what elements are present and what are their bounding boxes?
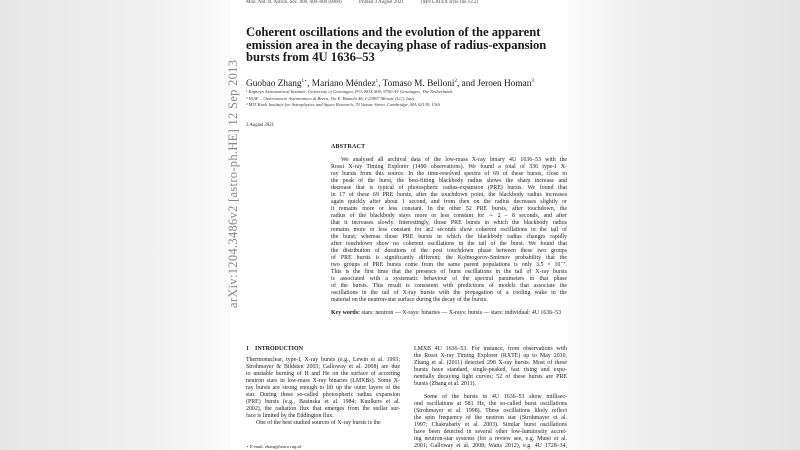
journal-info: Mon. Not. R. Astron. Soc. 000, 000–000 (0000) (246, 0, 342, 5)
section-heading (246, 346, 309, 352)
title-line: Coherent oscillations and the evolution of the apparent (246, 25, 541, 39)
text-line: remains more or less constant for ≳2 seconds show coherent oscillations in the tail of (331, 227, 567, 233)
date: 3 August 2021 (246, 123, 274, 128)
text-line: Zhang et al. (2011) detected 298 X-ray bursts. Most of these (414, 360, 567, 366)
abstract-heading: ABSTRACT (331, 144, 366, 150)
author: , Mariano Méndez (307, 79, 376, 90)
affiliation: ¹ Kapteyn Astronomical Institute, University of Groningen, P.O. BOX 800, 9700 AV Groningen, The Netherlands (246, 89, 453, 94)
paper-title (246, 26, 546, 64)
text-line: after touchdown show no coherent oscillations in the tail of the burst. We found that (331, 241, 567, 247)
text-line: This is the first time that the presence of burst oscillations in the tail of X-ray bursts (331, 269, 567, 275)
abstract-body (331, 157, 567, 304)
author: , and Jeroen Homan (456, 79, 532, 90)
section-number: 1 (246, 346, 249, 352)
author: Guobao Zhang (246, 79, 302, 90)
text-line: Some of the bursts in 4U 1636–53 show millisec- (424, 394, 567, 400)
keywords-text: stars: neutron — X-rays: binaries — X-rays: bursts — stars: individual: 4U 1636–53 (361, 310, 562, 316)
text-line: in 17 of these 69 PRE bursts, after the touchdown point, the blackbody radius increases (331, 192, 567, 198)
text-line: the distribution of durations of the post touchdown phase between these two groups (331, 248, 567, 254)
text-line: neutron stars in low-mass X-ray binaries (LMXBs). Some X- (246, 378, 400, 384)
text-line: Thermonuclear, type-I, X-ray bursts (e.g., Lewin et al. 1993; (246, 357, 400, 363)
title-line: bursts from 4U 1636–53 (246, 50, 375, 65)
text-line: One of the best studied sources of X-ray bursts is the (256, 420, 381, 426)
author-sup: 2 (454, 79, 457, 84)
text-line: Rossi X-ray Timing Explorer (1490 observations). We found a total of 336 type-I X- (331, 164, 567, 170)
text-line: We analysed all archival data of the low-mass X-ray binary 4U 1636–53 with the (341, 157, 567, 163)
style-file: (MN LATEX style file v2.2) (421, 0, 479, 5)
title-line: emission area in the decaying phase of radius-expansion (246, 37, 547, 52)
text-line: material on the neutron-star surface during the decay of the bursts. (331, 297, 488, 303)
text-line: nentially decaying light curves; 52 of these bursts are PRE (414, 374, 567, 380)
author: , Tomaso M. Belloni (378, 79, 455, 90)
text-line: that it increases slowly. Interestingly, those PRE bursts in which the blackbody radius (331, 220, 567, 226)
text-line: is associated with a systematic behaviour of the spectral parameters in that phase (331, 276, 567, 282)
text-line: to unstable burning of H and He on the surface of accreting (246, 371, 400, 377)
text-line: have been detected in several other low-luminosity accret- (414, 429, 567, 435)
text-line: face is limited by the Eddington flux. (246, 413, 334, 419)
text-line: ray bursts from this source. In the time-resolved spectra of 69 of these bursts, close to (331, 171, 567, 177)
keywords-label: Key words: (331, 310, 360, 316)
author-sup: 1 (375, 79, 379, 84)
text-line: again quickly after about 1 second, and from then on the radius decreases slightly or (331, 199, 567, 205)
text-line: ing neutron-star systems (for a review see, e.g. Muno et al. (414, 436, 567, 442)
text-line: oscillations in the tail of X-ray bursts with the propagation of a cooling wake in the (331, 290, 567, 296)
text-line: ond oscillations at 581 Hz, the so-called burst oscillations (414, 401, 567, 407)
text-line: 2001; Galloway et al. 2008; Watts 2012), e.g. 4U 1728–34, (414, 443, 567, 449)
text-line: radius of the blackbody stays more or less constant for ∼ 2 – 8 seconds, and after (331, 213, 567, 219)
text-line: bursts (Zhang et al. 2011). (414, 381, 476, 387)
text-line: 1997; Chakrabarty et al. 2003). Similar burst oscillations (414, 422, 567, 428)
text-line: ray bursts are strong enough to lift up the outer layers of the (246, 385, 400, 391)
keywords (331, 310, 567, 317)
affiliation: ³ MIT Kavli Institute for Astrophysics and Space Research, 70 Vassar Street, Cambridge, MA 02139, USA (246, 102, 440, 107)
text-line: bursts have standard, single-peaked, fast rising and expo- (414, 367, 567, 373)
author-list (246, 78, 534, 89)
text-line: it remains more or less constant. In the other 52 PRE bursts, after touchdown, the (331, 206, 567, 212)
author-sup: 3 (531, 79, 534, 84)
text-line: of the bursts. This result is consistent with predictions of models that associate the (331, 283, 567, 289)
text-line: decrease that is typical of photospheric radius-expansion (PRE) bursts. We found that (331, 185, 567, 191)
text-line: the peak of the burst, the best-fitting blackbody radius shows the sharp increase and (331, 178, 567, 184)
text-line: (PRE) bursts (e.g., Basinska et al. 1984; Kuulkers et al. (246, 399, 400, 405)
text-line: Strohmayer & Bildsten 2003; Galloway et al. 2008) are due (246, 364, 400, 370)
printed-date: Printed 3 August 2021 (358, 0, 404, 5)
running-header (246, 0, 494, 5)
text-line: LMXB 4U 1636–53. For instance, from observations with (414, 346, 567, 352)
text-line: the burst, whereas those PRE bursts in which the blackbody radius changes rapidly (331, 234, 567, 240)
author-sup: 1⋆ (301, 79, 308, 84)
column-right (414, 346, 567, 450)
text-line: star. During these so-called photospheric radius expansion (246, 392, 400, 398)
arxiv-stamp: arXiv:1204.3486v2 [astro-ph.HE] 12 Sep 2013 (226, 59, 240, 308)
column-left (246, 357, 400, 427)
section-title: INTRODUCTION (255, 346, 304, 352)
text-line: of PRE bursts is significantly different; the Kolmogorov-Smirnov probability that the (331, 255, 567, 261)
text-line: the spin frequency of the neutron star (Strohmayer et al. (414, 415, 567, 421)
text-line: (Strohmayer et al. 1998). These oscillations likely reflect (414, 408, 567, 414)
text-line: 2002), the radiation flux that emerges from the stellar sur- (246, 406, 400, 412)
text-line: the Rossi X-ray Timing Explorer (RXTE) up to May 2010, (414, 353, 567, 359)
text-line: two groups of PRE bursts come from the same parent populations is only 3.5 × 10⁻⁷. (331, 262, 567, 268)
affiliation: ² INAF – Osservatorio Astronomico di Brera, Via E. Bianchi 46, I-23807 Merate (LC), Italy (246, 96, 415, 101)
footnote: ⋆ E-mail: zhang@astro.rug.nl (246, 444, 302, 449)
